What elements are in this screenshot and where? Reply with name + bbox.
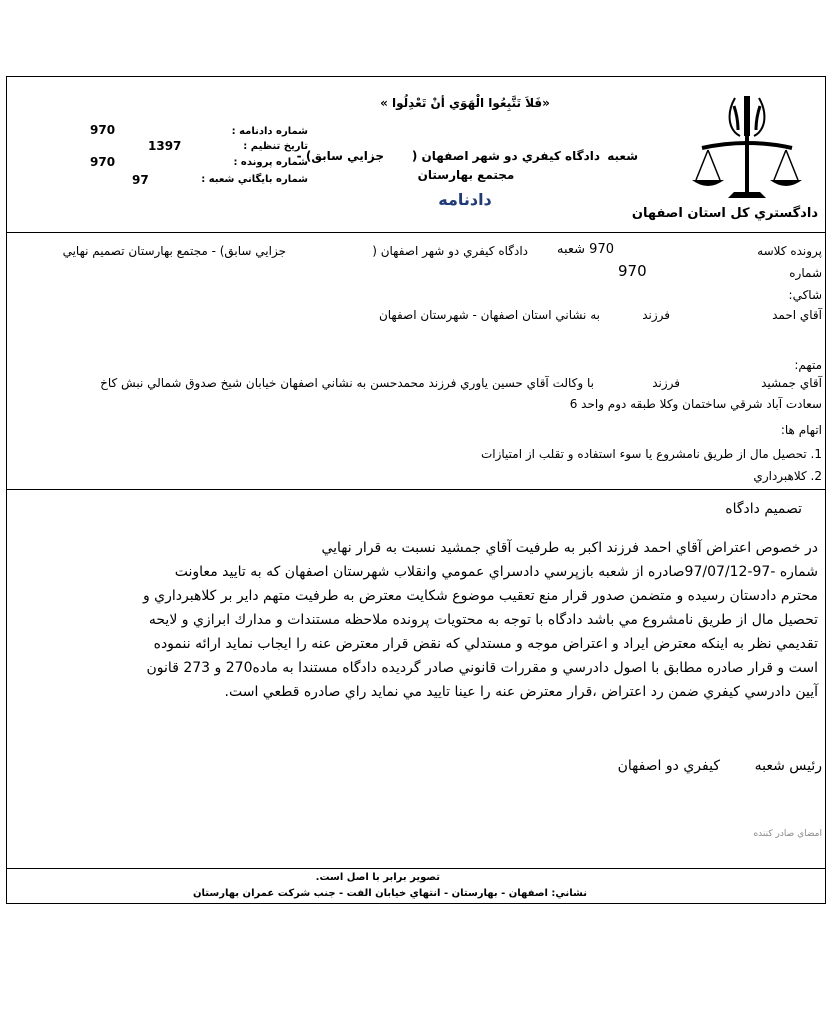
meta-label-date: تاريخ تنظيم : [243, 141, 308, 152]
meta-label-decree-no: شماره دادنامه : [231, 126, 308, 137]
meta-value-archive-no: 97 [132, 173, 149, 187]
charge-item: 1. تحصيل مال از طريق نامشروع يا سوء استفاده و تقلب از امتيازات [480, 447, 822, 461]
file-class-branch: 970 شعبه [556, 242, 614, 257]
verse: «فَلاَ تَتَّبِعُوا الْهَوَي أنْ تَعْدِلُوا » [380, 96, 550, 110]
meta-value-date: 1397 [148, 139, 182, 153]
header-divider [7, 232, 825, 233]
accused-address-1: با وكالت آقاي حسين ياوري فرزند محمدحسن به نشاني اصفهان خيابان شيخ صدوق شمالي نبش كاخ [100, 376, 594, 390]
file-class-court: دادگاه كيفري دو شهر اصفهان ( [372, 244, 528, 258]
decision-line: شماره -97-‎97/07/12صادره از شعبه بازپرسي دادسراي عمومي وانقلاب شهرستان اصفهان كه به تاييد معاونت [174, 564, 818, 580]
complex-name: مجتمع بهارستان [417, 168, 515, 182]
file-class-label: پرونده كلاسه [757, 244, 822, 258]
file-class-former: جزايي سابق) - مجتمع بهارستان تصميم نهايي [62, 244, 286, 258]
issuer-signature-label: امضاي صادر كننده [753, 829, 822, 839]
decision-line: در خصوص اعتراض آقاي احمد فرزند اكبر به طرفيت آقاي جمشيد نسبت به قرار نهايي [321, 540, 818, 556]
decision-line: تحصيل مال از طريق نامشروع مي باشد دادگاه با توجه به محتويات پرونده ملاحظه مستندات و مدارك ابرازي و لايحه [148, 612, 818, 628]
iran-emblem-icon [688, 88, 806, 210]
branch-head-label: رئيس شعبه [754, 758, 822, 774]
accused-label: متهم: [794, 358, 822, 372]
decision-line: است و قرار صادره مطابق با اصول دادرسي و مقررات قانوني صادر گرديده دادگاه مستندا به ماده270 و 273 قانون [146, 660, 818, 676]
meta-value-decree-no: 970 [90, 123, 116, 137]
certify-note: تصوير برابر با اصل است. [315, 872, 440, 883]
charges-label: اتهام ها: [780, 423, 822, 437]
meta-value-case-no: 970 [90, 155, 116, 169]
decision-title: تصميم دادگاه [725, 501, 802, 517]
doc-title: دادنامه [438, 190, 492, 209]
number-value: 970 [618, 262, 647, 280]
plaintiff-address: به نشاني استان اصفهان - شهرستان اصفهان [378, 308, 600, 322]
plaintiff-name: آقاي احمد [772, 308, 822, 322]
signature-court: كيفري دو اصفهان [617, 758, 720, 774]
accused-address-2: سعادت آباد شرقي ساختمان وكلا طبقه دوم واحد 6 [569, 397, 822, 411]
number-label: شماره [789, 266, 822, 280]
decision-line: محترم دادستان رسيده و متضمن صدور قرار منع تعقيب موضوع شكايت معترض به طرفيت متهم داير بر كلاهبرداري و [142, 588, 818, 604]
charge-item: 2. كلاهبرداري [753, 469, 822, 483]
case-divider [7, 489, 825, 490]
plaintiff-child: فرزند [642, 308, 670, 322]
meta-label-case-no: شماره پرونده : [233, 157, 308, 168]
org-name: دادگستري كل استان اصفهان [631, 206, 818, 221]
accused-name: آقاي جمشيد [761, 376, 822, 390]
court-former: جزايي سابق) - [296, 149, 384, 163]
court-name: دادگاه کيفري دو شهر اصفهان ( [411, 149, 600, 163]
decision-line: آيين دادرسي كيفري ضمن رد اعتراض ،قرار معترض عنه را عينا تاييد مي نمايد راي صادره قطعي است. [224, 684, 818, 700]
plaintiff-label: شاكي: [788, 288, 822, 302]
meta-label-archive-no: شماره بايگاني شعبه : [201, 174, 308, 185]
footer-address: نشاني: اصفهان - بهارستان - انتهاي خيابان الفت - جنب شركت عمران بهارستان [192, 888, 587, 899]
footer-divider [7, 868, 825, 869]
accused-child: فرزند [652, 376, 680, 390]
branch-prefix: شعبه [607, 149, 638, 163]
decision-line: تقديمي نظر به اينكه معترض ايراد و اعتراض موجه و مستدلي كه نقض قرار معترض عنه را ايجاب نمايد ارائه ننموده [153, 636, 818, 652]
